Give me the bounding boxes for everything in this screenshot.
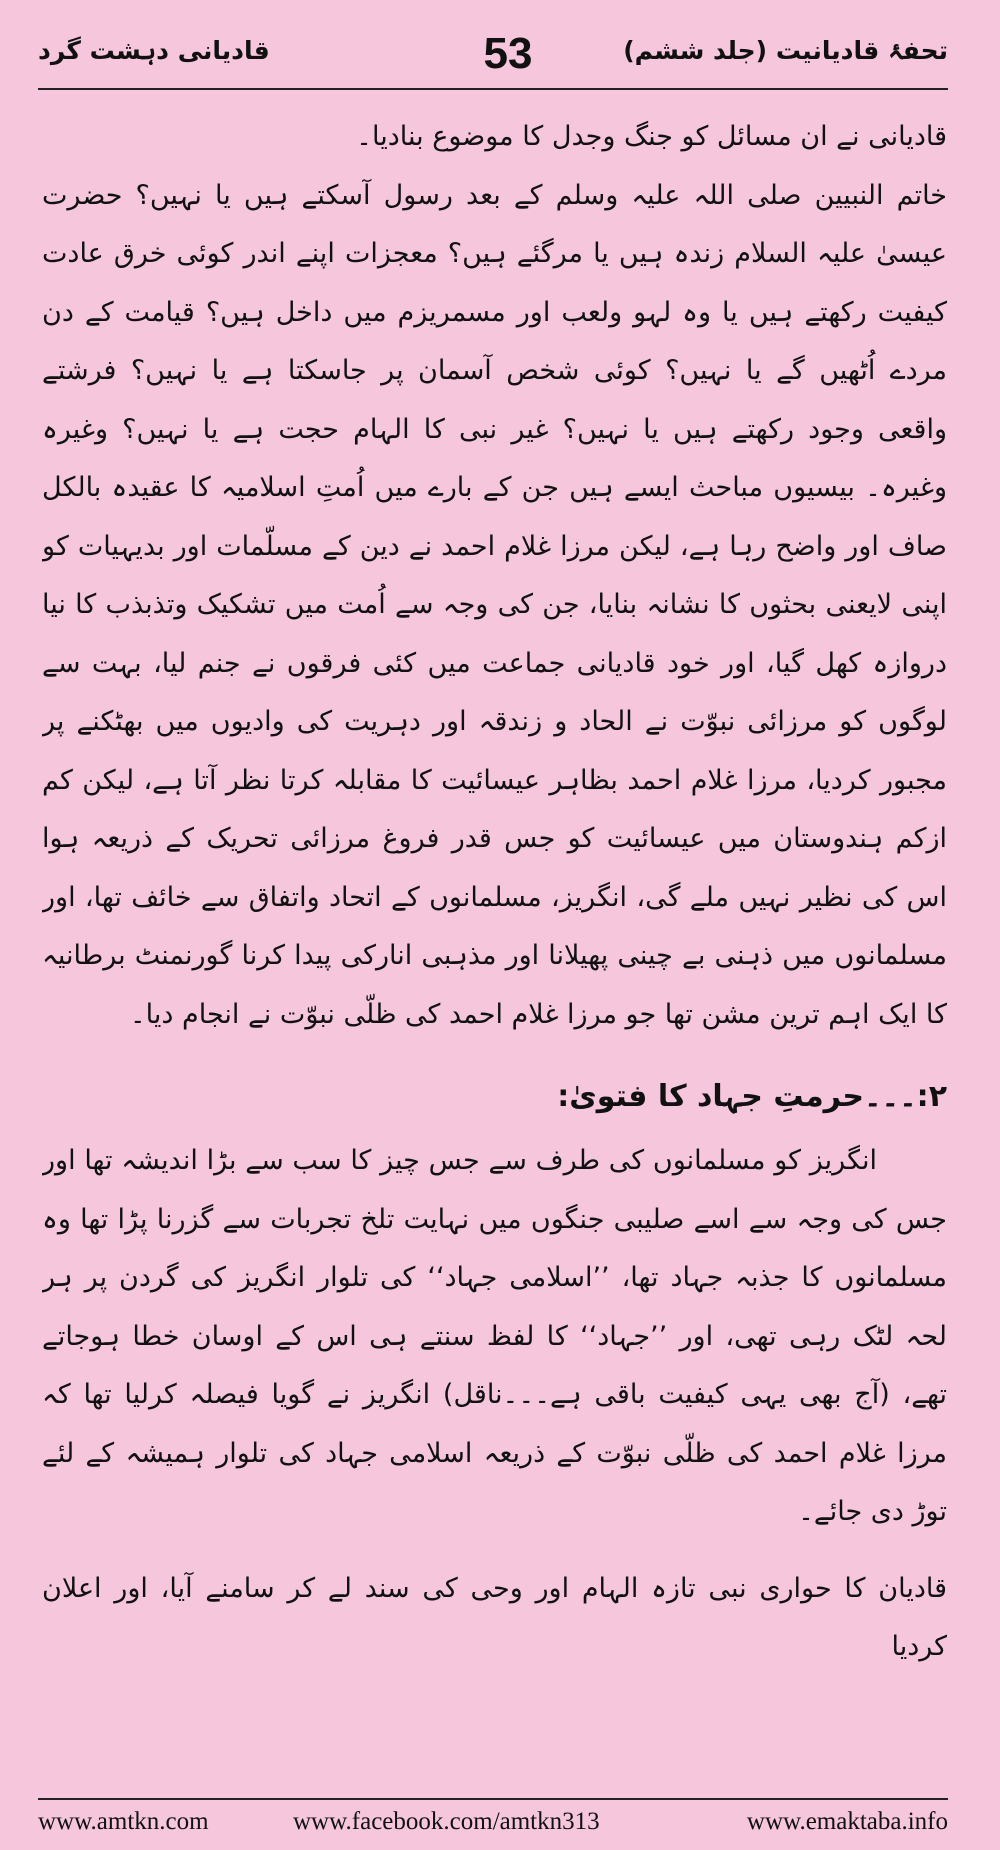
paragraph-1: قادیانی نے ان مسائل کو جنگ وجدل کا موضوع بنادیا۔ — [356, 121, 947, 152]
spacer — [42, 1542, 947, 1560]
page-header — [38, 28, 948, 88]
section-title: قادیانی دہشت گرد — [38, 36, 270, 65]
paragraph-2: خاتم النبیین صلی اللہ علیہ وسلم کے بعد رسول آسکتے ہیں یا نہیں؟ حضرت عیسیٰ علیہ السلام زندہ ہیں یا مرگئے ہیں؟ معجزات اپنے اندر کوئی خرق عادت کیفیت رکھتے ہیں یا وہ لہو ولعب اور مسمریزم میں داخل ہیں؟ قیامت کے دن مردے اُٹھیں گے یا نہیں؟ کوئی شخص آسمان پر جاسکتا ہے یا نہیں؟ فرشتے واقعی وجود رکھتے ہیں یا نہیں؟ غیر نبی کا الہام حجت ہے یا نہیں؟ وغیرہ وغیرہ۔ بیسیوں مباحث ایسے ہیں جن کے بارے میں اُمتِ اسلامیہ کا عقیدہ بالکل صاف اور واضح رہا ہے، لیکن مرزا غلام احمد نے دین کے مسلّمات اور بدیہیات کو اپنی لایعنی بحثوں کا نشانہ بنایا، جن کی وجہ سے اُمت میں تشکیک وتذبذب کا نیا دروازہ کھل گیا، اور خود قادیانی جماعت میں کئی فرقوں نے جنم لیا، بہت سے لوگوں کو مرزائی نبوّت نے الحاد و زندقہ اور دہریت کی وادیوں میں بھٹکنے پر مجبور کردیا، مرزا غلام احمد بظاہر عیسائیت کا مقابلہ کرتا نظر آتا ہے، لیکن کم ازکم ہندوستان میں عیسائیت کو جس قدر فروغ مرزائی تحریک کے ذریعہ ہوا اس کی نظیر نہیں ملے گی، انگریز، مسلمانوں کے اتحاد واتفاق سے خائف تھا، اور مسلمانوں میں ذہنی بے چینی پھیلانا اور مذہبی انارکی پیدا کرنا گورنمنٹ برطانیہ کا ایک اہم ترین مشن تھا جو مرزا غلام احمد کی ظلّی نبوّت نے انجام دیا۔ — [42, 179, 947, 1030]
paragraph-4: قادیان کا حواری نبی تازہ الہام اور وحی کی سند لے کر سامنے آیا، اور اعلان کردیا — [42, 1572, 947, 1662]
page-footer — [38, 1808, 948, 1838]
header-rule — [38, 88, 948, 90]
footer-rule — [38, 1798, 948, 1800]
section-heading: ۲:۔۔۔حرمتِ جہاد کا فتویٰ: — [557, 1079, 947, 1114]
book-title: تحفۂ قادیانیت — [775, 36, 948, 65]
paragraph-3: انگریز کو مسلمانوں کی طرف سے جس چیز کا سب سے بڑا اندیشہ تھا اور جس کی وجہ سے اسے صلیبی جنگوں میں نہایت تلخ تجربات سے گزرنا پڑا تھا وہ مسلمانوں کا جذبہ جہاد تھا، ’’اسلامی جہاد‘‘ کی تلوار انگریز کی گردن پر ہر لحہ لٹک رہی تھی، اور ’’جہاد‘‘ کا لفظ سنتے ہی اس کے اوسان خطا ہوجاتے تھے، (آج بھی یہی کیفیت باقی ہے۔۔۔ناقل) انگریز نے گویا فیصلہ کرلیا تھا کہ مرزا غلام احمد کی ظلّی نبوّت کے ذریعہ اسلامی جہاد کی تلوار ہمیشہ کے لئے توڑ دی جائے۔ — [42, 1145, 947, 1527]
book-title-block — [623, 36, 948, 65]
page-number-block — [433, 28, 583, 80]
volume-label: (جلد ششم) — [623, 36, 768, 65]
spacer — [42, 1044, 947, 1062]
page-body — [42, 108, 947, 1718]
page-number: 53 — [483, 29, 533, 78]
footer-link-facebook[interactable]: www.facebook.com/amtkn313 — [293, 1808, 600, 1835]
footer-link-emaktaba[interactable]: www.emaktaba.info — [746, 1808, 948, 1835]
footer-link-amtkn[interactable]: www.amtkn.com — [38, 1808, 209, 1835]
